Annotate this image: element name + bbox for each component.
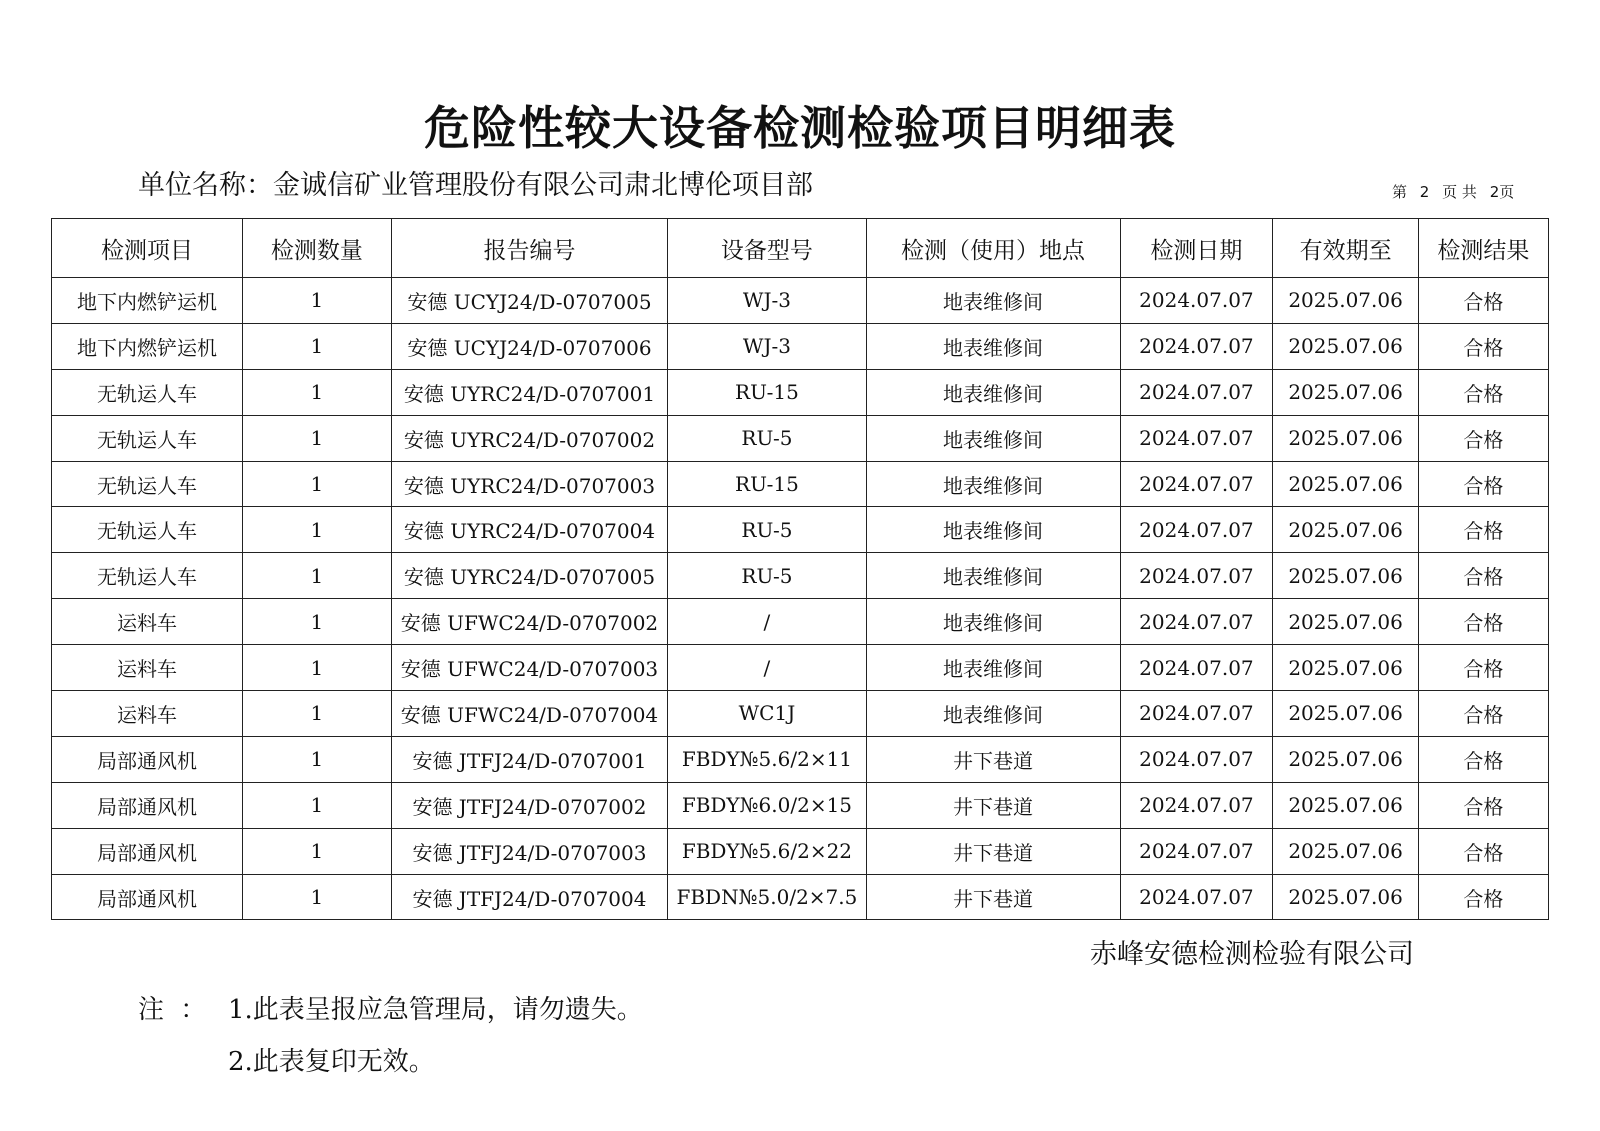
cell-inspection-item: 无轨运人车 (52, 461, 243, 507)
cell-quantity: 1 (242, 782, 391, 828)
cell-report-number: 安德 UYRC24/D-0707001 (391, 369, 668, 415)
cell-report-number: 安德 UFWC24/D-0707004 (391, 691, 668, 737)
table-row (52, 736, 1549, 782)
note-label: 注 ： (138, 995, 211, 1025)
table-row (52, 874, 1549, 920)
page-title: 危险性较大设备检测检验项目明细表 (424, 101, 1176, 155)
cell-result: 合格 (1418, 691, 1548, 737)
cell-valid-until: 2025.07.06 (1273, 599, 1419, 645)
cell-valid-until: 2025.07.06 (1273, 461, 1419, 507)
cell-inspection-date: 2024.07.07 (1120, 691, 1273, 737)
cell-result: 合格 (1418, 323, 1548, 369)
cell-report-number: 安德 UYRC24/D-0707003 (391, 461, 668, 507)
cell-location: 地表维修间 (866, 599, 1120, 645)
cell-valid-until: 2025.07.06 (1273, 278, 1419, 324)
table-row (52, 369, 1549, 415)
cell-inspection-item: 无轨运人车 (52, 369, 243, 415)
page-prefix: 第 (1392, 183, 1408, 201)
cell-quantity: 1 (242, 553, 391, 599)
cell-inspection-date: 2024.07.07 (1120, 553, 1273, 599)
table-row (52, 323, 1549, 369)
cell-inspection-item: 运料车 (52, 645, 243, 691)
cell-location: 井下巷道 (866, 874, 1120, 920)
cell-inspection-date: 2024.07.07 (1120, 874, 1273, 920)
cell-report-number: 安德 UFWC24/D-0707003 (391, 645, 668, 691)
cell-inspection-item: 运料车 (52, 599, 243, 645)
cell-location: 地表维修间 (866, 553, 1120, 599)
cell-location: 地表维修间 (866, 415, 1120, 461)
cell-quantity: 1 (242, 736, 391, 782)
cell-equipment-model: WC1J (668, 691, 866, 737)
cell-report-number: 安德 UYRC24/D-0707002 (391, 415, 668, 461)
cell-location: 地表维修间 (866, 691, 1120, 737)
cell-report-number: 安德 UFWC24/D-0707002 (391, 599, 668, 645)
cell-inspection-date: 2024.07.07 (1120, 645, 1273, 691)
header-valid-until: 有效期至 (1273, 219, 1419, 278)
cell-inspection-date: 2024.07.07 (1120, 461, 1273, 507)
cell-inspection-item: 局部通风机 (52, 782, 243, 828)
cell-result: 合格 (1418, 645, 1548, 691)
cell-equipment-model: RU-5 (668, 415, 866, 461)
table-row (52, 691, 1549, 737)
cell-result: 合格 (1418, 278, 1548, 324)
cell-result: 合格 (1418, 828, 1548, 874)
cell-inspection-item: 无轨运人车 (52, 553, 243, 599)
cell-location: 地表维修间 (866, 278, 1120, 324)
cell-inspection-date: 2024.07.07 (1120, 278, 1273, 324)
page-indicator (1392, 180, 1514, 204)
cell-quantity: 1 (242, 828, 391, 874)
cell-quantity: 1 (242, 645, 391, 691)
table-row (52, 782, 1549, 828)
cell-quantity: 1 (242, 415, 391, 461)
cell-inspection-item: 局部通风机 (52, 828, 243, 874)
page-number: 2 (1419, 183, 1430, 201)
header-quantity: 检测数量 (242, 219, 391, 278)
cell-valid-until: 2025.07.06 (1273, 369, 1419, 415)
cell-valid-until: 2025.07.06 (1273, 828, 1419, 874)
cell-quantity: 1 (242, 461, 391, 507)
cell-quantity: 1 (242, 599, 391, 645)
cell-equipment-model: FBDN№5.0/2×7.5 (668, 874, 866, 920)
cell-valid-until: 2025.07.06 (1273, 691, 1419, 737)
cell-inspection-date: 2024.07.07 (1120, 599, 1273, 645)
cell-inspection-item: 运料车 (52, 691, 243, 737)
table-row (52, 553, 1549, 599)
inspection-table (51, 218, 1549, 920)
cell-valid-until: 2025.07.06 (1273, 874, 1419, 920)
cell-inspection-item: 地下内燃铲运机 (52, 278, 243, 324)
cell-inspection-date: 2024.07.07 (1120, 415, 1273, 461)
cell-report-number: 安德 JTFJ24/D-0707004 (391, 874, 668, 920)
cell-report-number: 安德 UYRC24/D-0707004 (391, 507, 668, 553)
cell-valid-until: 2025.07.06 (1273, 415, 1419, 461)
header-report-number: 报告编号 (391, 219, 668, 278)
page-mid: 页 共 (1442, 183, 1477, 201)
cell-equipment-model: WJ-3 (668, 278, 866, 324)
header-equipment-model: 设备型号 (668, 219, 866, 278)
cell-report-number: 安德 JTFJ24/D-0707002 (391, 782, 668, 828)
cell-location: 井下巷道 (866, 828, 1120, 874)
cell-quantity: 1 (242, 369, 391, 415)
cell-inspection-date: 2024.07.07 (1120, 782, 1273, 828)
cell-report-number: 安德 UCYJ24/D-0707006 (391, 323, 668, 369)
cell-equipment-model: RU-15 (668, 461, 866, 507)
cell-equipment-model: / (668, 599, 866, 645)
table-row (52, 645, 1549, 691)
cell-inspection-date: 2024.07.07 (1120, 507, 1273, 553)
cell-quantity: 1 (242, 691, 391, 737)
cell-result: 合格 (1418, 415, 1548, 461)
cell-inspection-item: 地下内燃铲运机 (52, 323, 243, 369)
cell-equipment-model: RU-5 (668, 507, 866, 553)
cell-inspection-date: 2024.07.07 (1120, 323, 1273, 369)
cell-location: 地表维修间 (866, 645, 1120, 691)
unit-name: 单位名称：金诚信矿业管理股份有限公司肃北博伦项目部 (138, 170, 813, 201)
cell-equipment-model: RU-15 (668, 369, 866, 415)
cell-quantity: 1 (242, 323, 391, 369)
cell-report-number: 安德 JTFJ24/D-0707003 (391, 828, 668, 874)
cell-inspection-item: 无轨运人车 (52, 415, 243, 461)
table-row (52, 828, 1549, 874)
cell-valid-until: 2025.07.06 (1273, 323, 1419, 369)
cell-result: 合格 (1418, 461, 1548, 507)
cell-report-number: 安德 UCYJ24/D-0707005 (391, 278, 668, 324)
cell-quantity: 1 (242, 507, 391, 553)
cell-equipment-model: / (668, 645, 866, 691)
cell-location: 地表维修间 (866, 369, 1120, 415)
header-inspection-item: 检测项目 (52, 219, 243, 278)
table-row (52, 278, 1549, 324)
note-item-1: 1.此表呈报应急管理局，请勿遗失。 (228, 995, 643, 1025)
cell-equipment-model: FBDY№5.6/2×11 (668, 736, 866, 782)
table-row (52, 507, 1549, 553)
cell-valid-until: 2025.07.06 (1273, 736, 1419, 782)
table-row (52, 415, 1549, 461)
cell-inspection-item: 局部通风机 (52, 736, 243, 782)
cell-inspection-item: 局部通风机 (52, 874, 243, 920)
note-item-2: 2.此表复印无效。 (228, 1047, 435, 1077)
cell-location: 井下巷道 (866, 782, 1120, 828)
cell-result: 合格 (1418, 507, 1548, 553)
cell-result: 合格 (1418, 782, 1548, 828)
header-inspection-date: 检测日期 (1120, 219, 1273, 278)
header-result: 检测结果 (1418, 219, 1548, 278)
table-row (52, 461, 1549, 507)
cell-report-number: 安德 UYRC24/D-0707005 (391, 553, 668, 599)
cell-valid-until: 2025.07.06 (1273, 782, 1419, 828)
table-row (52, 599, 1549, 645)
cell-result: 合格 (1418, 736, 1548, 782)
cell-quantity: 1 (242, 278, 391, 324)
cell-equipment-model: FBDY№6.0/2×15 (668, 782, 866, 828)
cell-inspection-date: 2024.07.07 (1120, 369, 1273, 415)
cell-equipment-model: WJ-3 (668, 323, 866, 369)
cell-inspection-item: 无轨运人车 (52, 507, 243, 553)
cell-result: 合格 (1418, 369, 1548, 415)
cell-valid-until: 2025.07.06 (1273, 553, 1419, 599)
cell-valid-until: 2025.07.06 (1273, 645, 1419, 691)
cell-result: 合格 (1418, 599, 1548, 645)
cell-location: 地表维修间 (866, 507, 1120, 553)
table-header-row (52, 219, 1549, 278)
cell-result: 合格 (1418, 553, 1548, 599)
cell-valid-until: 2025.07.06 (1273, 507, 1419, 553)
issuing-company: 赤峰安德检测检验有限公司 (1090, 939, 1414, 970)
cell-location: 井下巷道 (866, 736, 1120, 782)
cell-equipment-model: RU-5 (668, 553, 866, 599)
cell-quantity: 1 (242, 874, 391, 920)
header-location: 检测（使用）地点 (866, 219, 1120, 278)
cell-location: 地表维修间 (866, 461, 1120, 507)
cell-inspection-date: 2024.07.07 (1120, 736, 1273, 782)
table-body (52, 278, 1549, 920)
cell-report-number: 安德 JTFJ24/D-0707001 (391, 736, 668, 782)
page-total: 2页 (1489, 183, 1515, 201)
cell-inspection-date: 2024.07.07 (1120, 828, 1273, 874)
cell-location: 地表维修间 (866, 323, 1120, 369)
cell-result: 合格 (1418, 874, 1548, 920)
cell-equipment-model: FBDY№5.6/2×22 (668, 828, 866, 874)
